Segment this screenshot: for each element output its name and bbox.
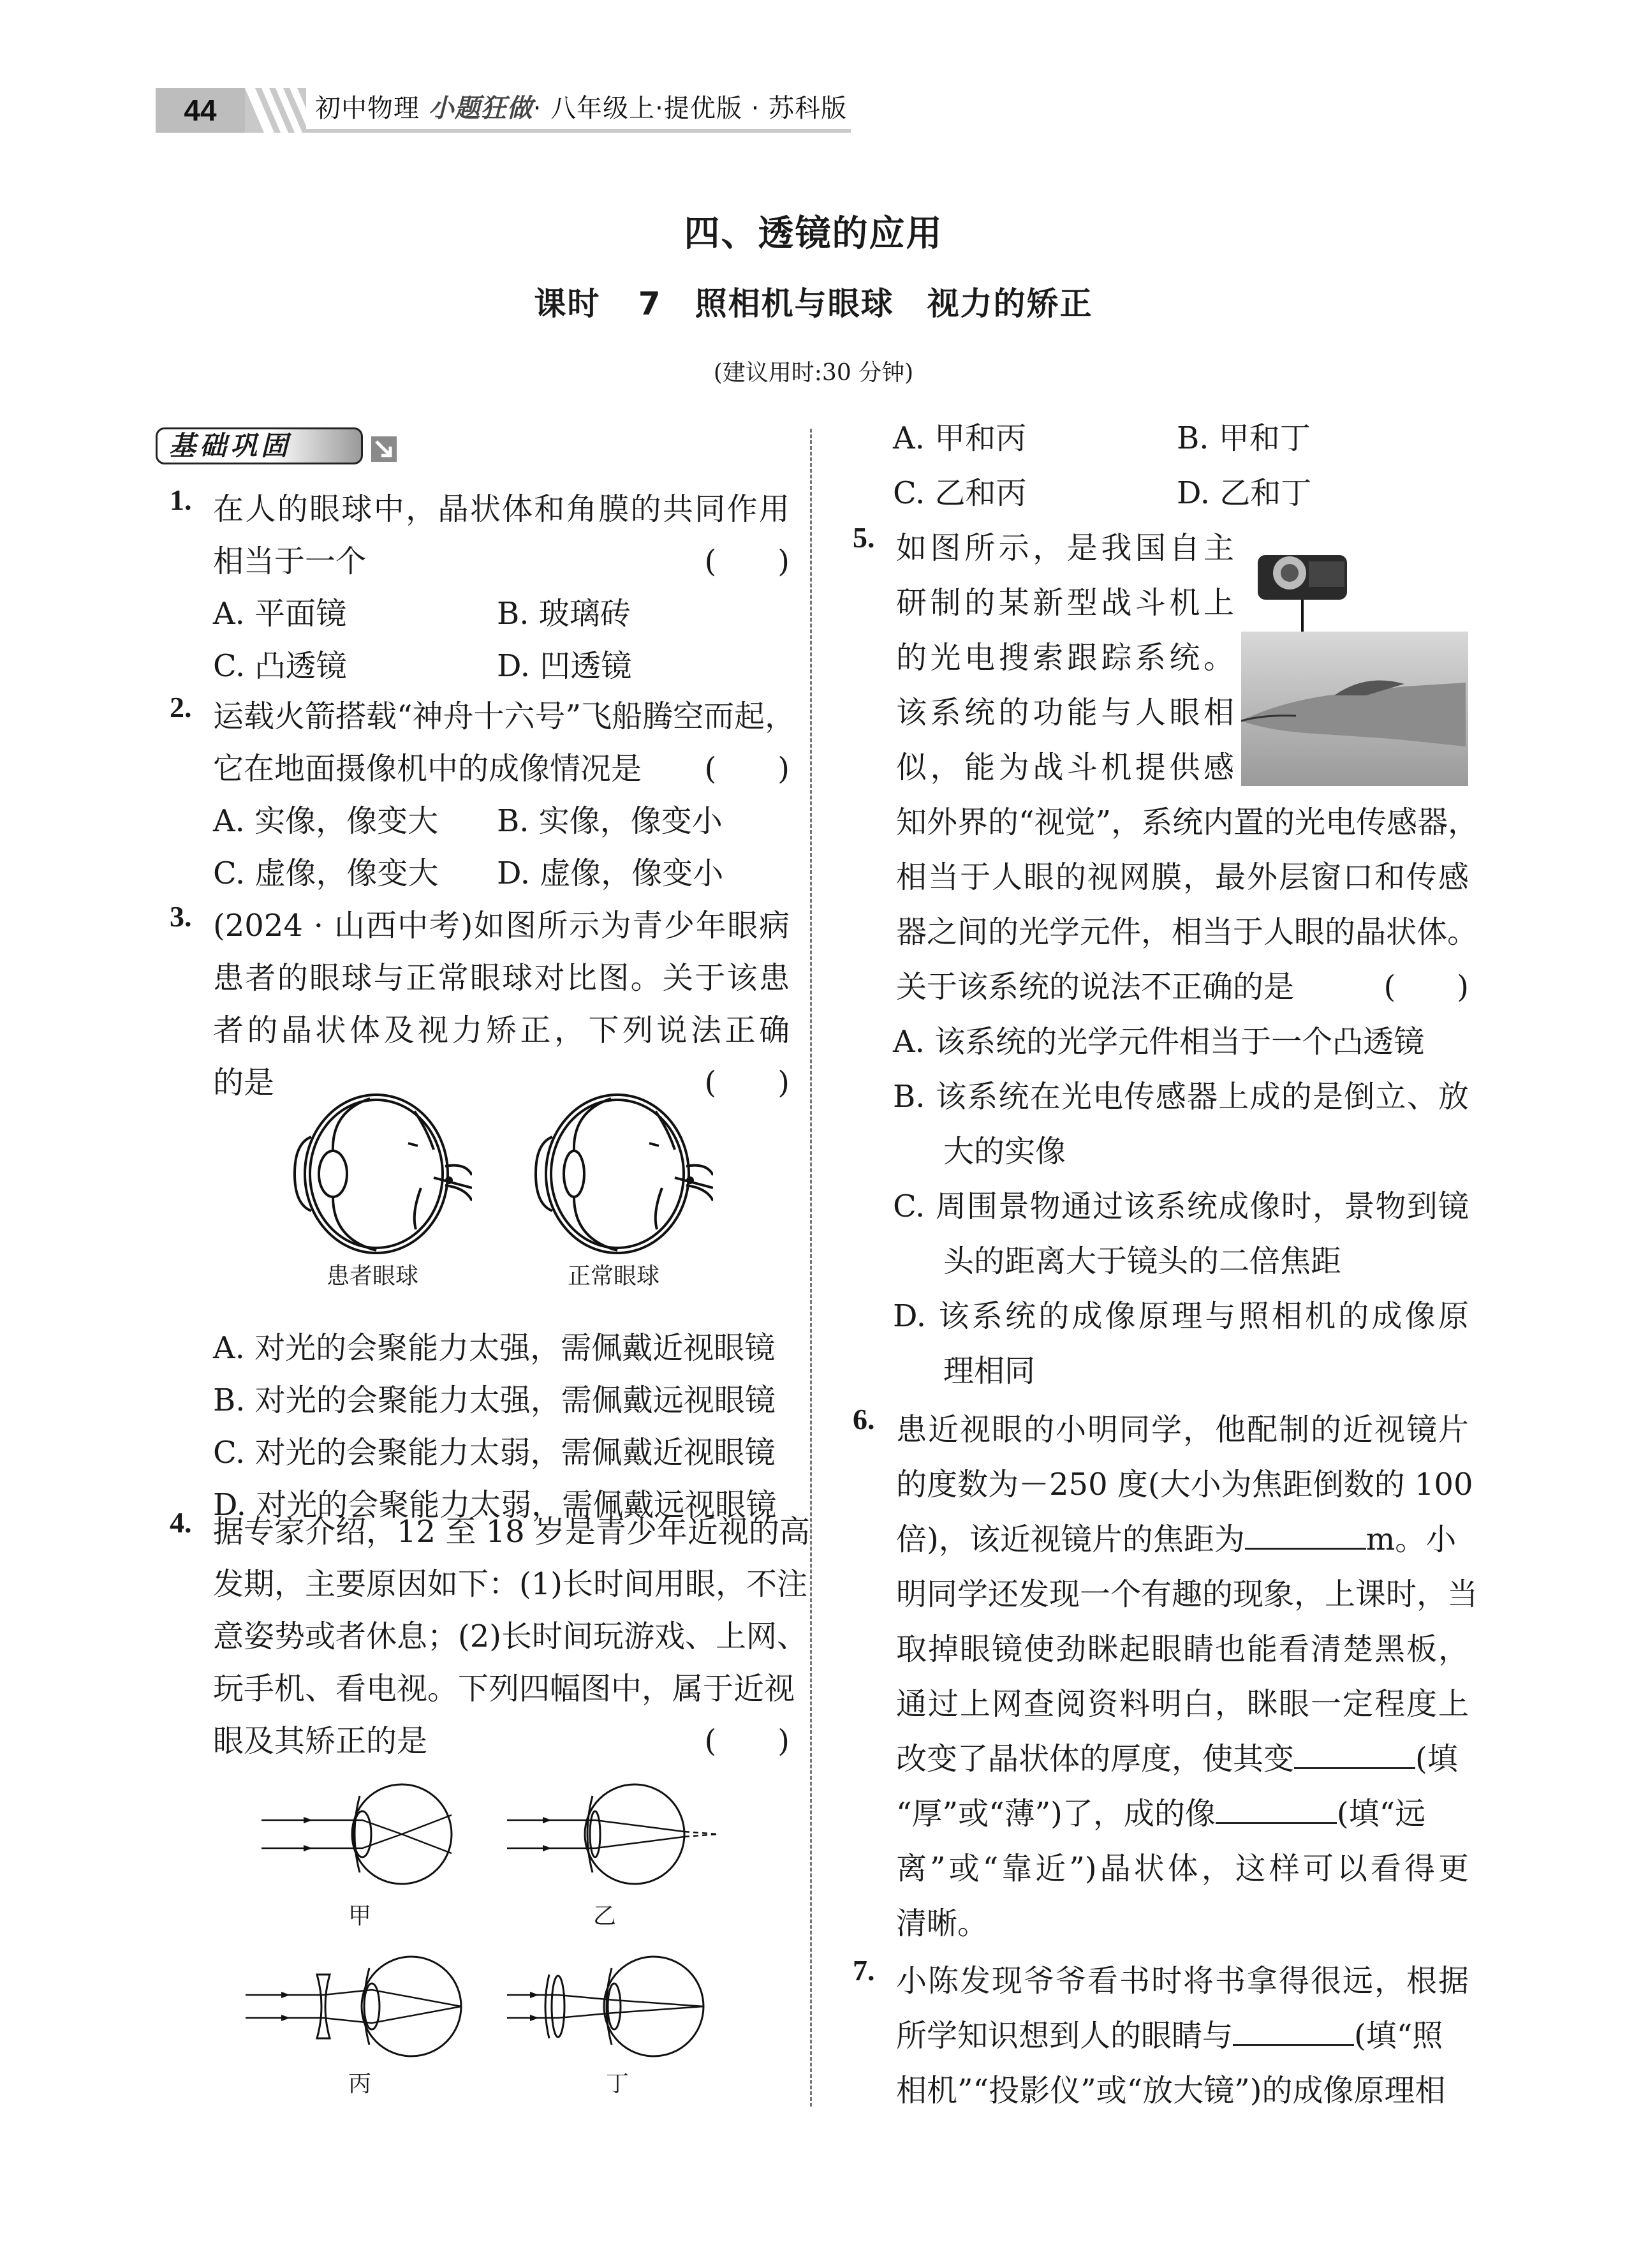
section-badge: 基础巩固 [156,427,363,464]
lens-frame [545,1975,549,2038]
question-number: 3. [170,900,192,933]
question-number: 4. [170,1506,192,1539]
question-line: 相当于人眼的视网膜，最外层窗口和传感 [896,859,1469,895]
brand-logo: 小题狂做 [428,94,533,123]
question-line: 的光电搜索跟踪系统。 [896,640,1234,676]
option-continuation[interactable]: 理相同 [943,1353,1036,1389]
question-7 [853,1953,1469,2118]
question-line [896,1512,1469,1567]
option-D[interactable]: D. 乙和丁 [1177,475,1312,511]
line-text: m。小 [1366,1522,1457,1557]
question-line: 小陈发现爷爷看书时将书拿得很远，根据 [896,1963,1469,1999]
question-number: 5. [853,521,875,554]
arrow-icon [371,436,397,462]
option-D[interactable]: D. 凹透镜 [497,648,632,684]
answer-blank[interactable] [1216,1797,1337,1824]
line-text: (填 [1415,1741,1458,1777]
option-C[interactable]: C. 凸透镜 [213,648,347,684]
light-ray [246,2006,461,2023]
option-continuation[interactable]: 大的实像 [943,1134,1066,1169]
eye-lens [608,1983,621,2029]
question-line: 的是 ( ) [213,1056,790,1109]
question-line: 患近视眼的小明同学，他配制的近视镜片 [896,1412,1469,1448]
line-text: 所学知识想到人的眼睛与 [896,2018,1233,2054]
question-line: 发期，主要原因如下：(1)长时间用眼，不注 [213,1566,807,1602]
question-line: 者的晶状体及视力矫正，下列说法正确 [213,1012,790,1048]
question-line: 知外界的“视觉”，系统内置的光电传感器， [896,804,1479,840]
question-line: 相机”“投影仪”或“放大镜”)的成像原理相 [896,2073,1446,2109]
answer-bracket[interactable]: ( ) [704,751,790,787]
question-line [896,2008,1469,2063]
option-C[interactable]: C. 对光的会聚能力太弱，需佩戴近视眼镜 [213,1435,776,1471]
question-line: 关于该系统的说法不正确的是 ( ) [896,960,1469,1014]
light-ray [507,1820,684,1832]
question-stem [853,1953,1469,2118]
option-row [213,588,790,640]
question-line: 研制的某新型战斗机上 [896,585,1234,621]
lesson-title: 课时 7 照相机与眼球 视力的矫正 [534,285,1093,322]
option-B[interactable]: B. 玻璃砖 [497,596,631,632]
label-bing: 丙 [348,2071,372,2097]
option-D[interactable]: D. 虚像，像变小 [497,856,724,891]
line-text: (填“照 [1354,2018,1443,2054]
patient-eye-diagram [281,1092,472,1258]
diagram-yi-hyperopia [507,1777,724,1892]
option-D[interactable]: D. 该系统的成像原理与照相机的成像原 [893,1298,1469,1334]
page-number: 44 [156,88,245,133]
fighter-jet-photo [1239,536,1468,788]
concave-lens [317,1975,330,2038]
label-jia: 甲 [348,1903,372,1929]
line-text: 改变了晶状体的厚度，使其变 [896,1741,1295,1777]
answer-bracket[interactable]: ( ) [704,1065,790,1101]
question-4-options [853,411,1469,521]
option-B[interactable]: B. 实像，像变小 [497,803,723,839]
convex-lens [552,1976,564,2037]
line-text: 倍)，该近视镜片的焦距为 [896,1522,1245,1557]
option-row [213,795,790,847]
question-line: 玩手机、看电视。下列四幅图中，属于近视 [213,1671,795,1707]
option-B[interactable]: B. 对光的会聚能力太强，需佩戴远视眼镜 [213,1382,776,1418]
ray-arrow-icon [304,1817,313,1823]
option-A[interactable]: A. 对光的会聚能力太强，需佩戴近视眼镜 [213,1330,776,1366]
question-number: 2. [170,691,192,723]
book-title [306,88,855,129]
option-row [213,847,790,900]
question-line: 取掉眼镜使劲眯起眼睛也能看清楚黑板， [896,1631,1469,1667]
option-A[interactable]: A. 该系统的光学元件相当于一个凸透镜 [893,1024,1425,1060]
answer-blank[interactable] [1245,1522,1366,1550]
chapter-title: 四、透镜的应用 [684,213,943,255]
answer-blank[interactable] [1233,2019,1354,2046]
question-6 [853,1402,1478,1951]
diagram-bing-concave-correction [246,1949,475,2064]
option-B[interactable]: B. 甲和丁 [1177,420,1311,456]
ray-arrow-icon [304,1845,313,1851]
option-A[interactable]: A. 实像，像变大 [213,803,439,839]
ray-arrow-icon [530,1992,539,1998]
normal-eye-diagram [522,1092,713,1258]
option-B[interactable]: B. 该系统在光电传感器上成的是倒立、放 [893,1079,1469,1115]
question-line [896,1731,1469,1786]
ray-arrow-icon [281,2015,290,2021]
question-line: 器之间的光学元件，相当于人眼的晶状体。 [896,914,1478,950]
option-A[interactable]: A. 甲和丙 [893,420,1027,456]
question-line: 该系统的功能与人眼相 [896,695,1234,730]
question-line: 的度数为－250 度(大小为焦距倒数的 100 [896,1467,1473,1502]
question-stem [170,1506,810,1767]
question-1 [170,483,790,692]
question-line [896,1786,1469,1841]
question-line: 眼及其矫正的是 ( ) [213,1715,790,1767]
ray-arrow-icon [281,1992,290,1998]
answer-blank[interactable] [1294,1742,1415,1769]
sensor-device-image [1258,555,1347,600]
line-text: (填“远 [1336,1796,1426,1832]
page-header [156,88,851,133]
answer-bracket[interactable]: ( ) [1383,969,1469,1005]
question-stem [170,690,796,795]
question-line: 相当于一个 ( ) [213,535,790,588]
question-stem [170,900,790,1109]
question-line: 据专家介绍，12 至 18 岁是青少年近视的高 [213,1514,810,1550]
option-A[interactable]: A. 平面镜 [213,596,347,632]
question-line: 运载火箭搭载“神舟十六号”飞船腾空而起， [213,699,796,734]
option-row [893,411,1469,466]
option-row [893,466,1469,521]
option-C[interactable]: C. 乙和丙 [893,475,1027,511]
question-number: 7. [853,1954,875,1987]
question-number: 1. [170,484,192,516]
answer-bracket[interactable]: ( ) [704,1723,790,1759]
question-line: 患者的眼球与正常眼球对比图。关于该患 [213,960,790,996]
option-row [213,640,790,692]
light-ray [246,1990,461,2006]
normal-eye-caption: 正常眼球 [568,1263,660,1289]
light-ray [507,1837,684,1848]
ray-arrow-icon [543,1817,552,1823]
question-line: 通过上网查阅资料明白，眯眼一定程度上 [896,1686,1469,1722]
edition: · 八年级上·提优版 · 苏科版 [533,94,848,123]
question-4 [170,1506,810,1767]
question-line: 清晰。 [896,1906,989,1941]
question-stem [853,1402,1478,1951]
line-text: “厚”或“薄”)了，成的像 [896,1796,1216,1832]
question-line: 明同学还发现一个有趣的现象，上课时，当 [896,1576,1478,1612]
question-line: 如图所示，是我国自主 [896,530,1234,566]
option-C[interactable]: C. 周围景物通过该系统成像时，景物到镜 [893,1189,1469,1224]
eyeball-outline [362,1957,461,2056]
eyeball-outline [604,1957,703,2056]
question-line: 似，能为战斗机提供感 [896,750,1234,785]
subject: 初中物理 [315,94,420,123]
light-ray [684,1834,718,1837]
question-line: 离”或“靠近”)晶状体，这样可以看得更 [896,1851,1469,1886]
question-stem [170,483,790,588]
label-ding: 丁 [606,2071,629,2097]
option-continuation[interactable]: 头的距离大于镜头的二倍焦距 [943,1243,1342,1279]
question-line: 它在地面摄像机中的成像情况是 ( ) [213,743,790,795]
option-D[interactable]: D. 对光的会聚能力太弱，需佩戴远视眼镜 [213,1487,777,1523]
diagram-jia-myopia [261,1777,466,1892]
question-number: 6. [853,1403,875,1435]
answer-bracket[interactable]: ( ) [704,544,790,579]
patient-eye-caption: 患者眼球 [327,1263,419,1289]
column-divider [810,429,812,2107]
suggested-time: (建议用时:30 分钟) [713,360,914,386]
question-2 [170,690,796,900]
question-line: 意姿势或者休息；(2)长时间玩游戏、上网、 [213,1619,807,1654]
question-line: (2024 · 山西中考)如图所示为青少年眼病 [213,908,790,944]
label-yi: 乙 [593,1903,617,1929]
question-line: 在人的眼球中，晶状体和角膜的共同作用 [213,491,790,527]
header-stripes [245,88,315,133]
diagram-ding-convex-correction [507,1949,724,2064]
ray-arrow-icon [530,2015,539,2021]
option-C[interactable]: C. 虚像，像变大 [213,856,439,891]
ray-arrow-icon [543,1845,552,1851]
eye-lens [590,1811,600,1857]
